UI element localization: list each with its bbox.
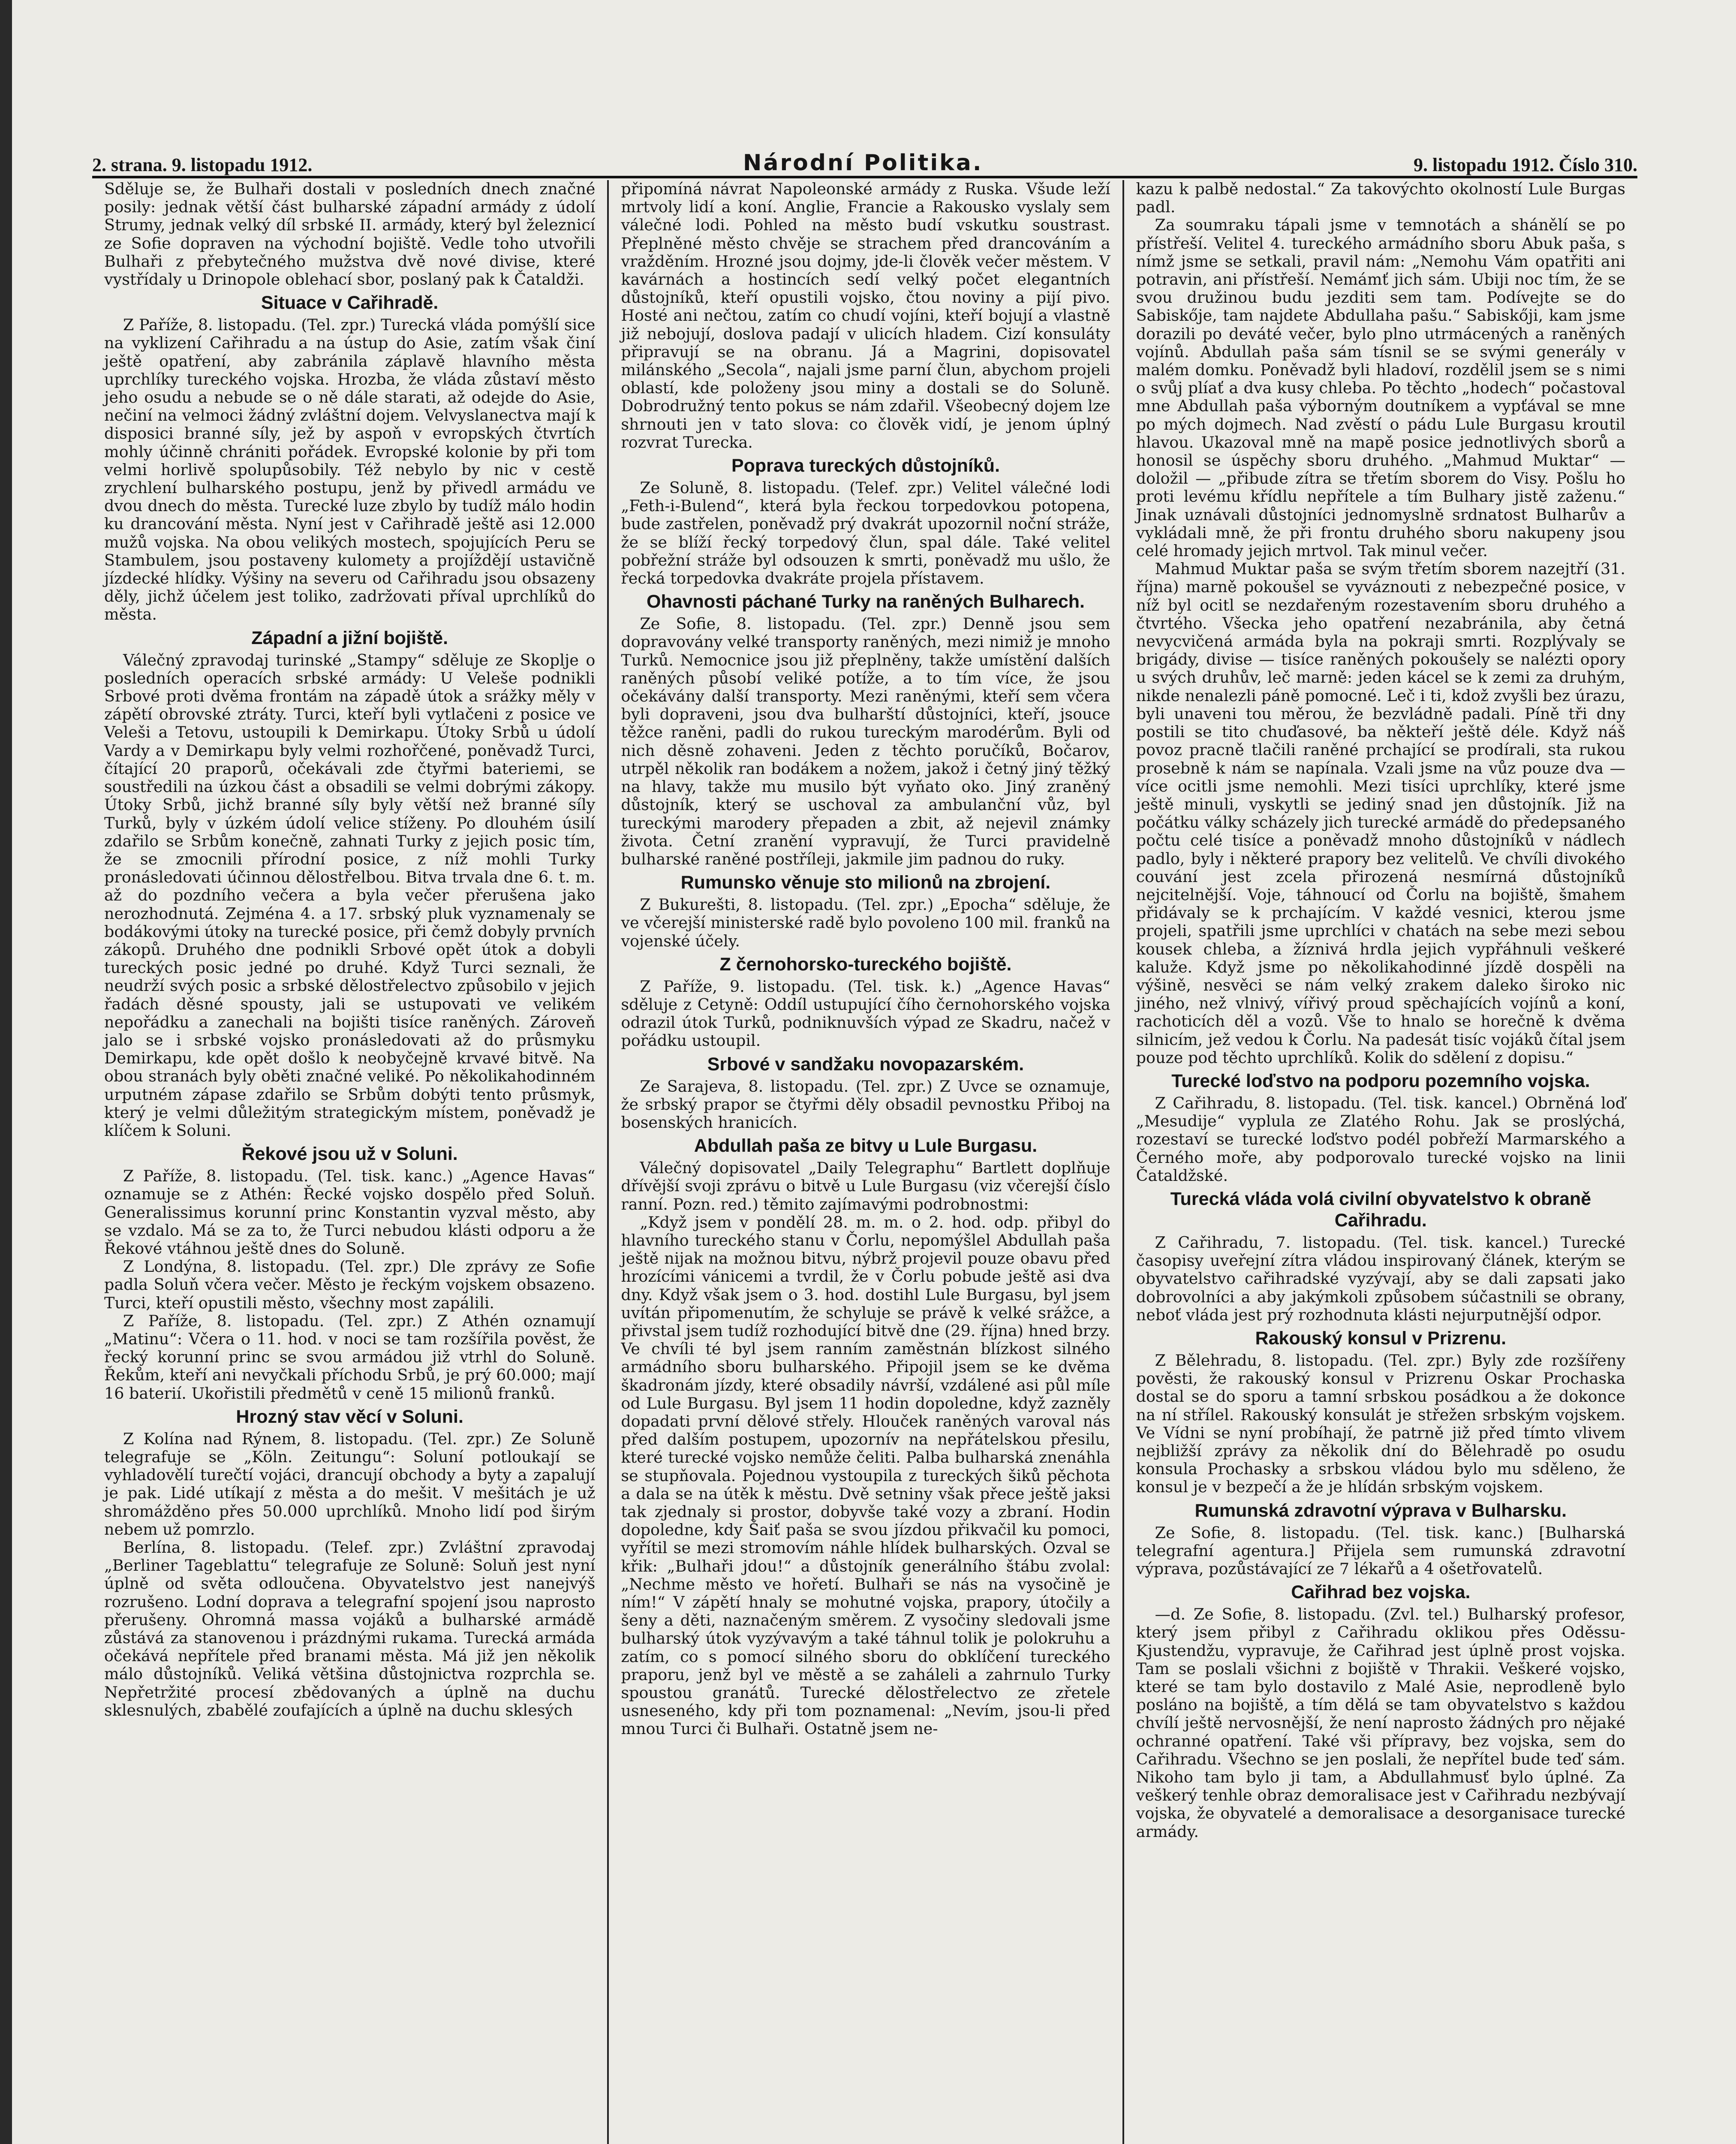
article-paragraph: Ze Soluně, 8. listopadu. (Telef. zpr.) Velitel válečné lodi „Feth-i-Bulend“, která byla řeckou torpedovkou potopena, bude zastřelen, poněvadž prý dvakrát upozornil noční stráže, že se blíží řecký torpedový člun, spal dále. Také velitel pobřežní stráže byl odsouzen k smrti, poněvadž mu ušlo, že řecká torpedovka dvakráte projela přístavem. xyxy=(621,479,1110,588)
article-paragraph: Z Paříže, 9. listopadu. (Tel. tisk. k.) „Agence Havas“ sděluje z Cetyně: Oddíl ustupující čího černohorského vojska odrazil útok Turků, podniknuvších výpad ze Skadru, načež v pořádku ustoupil. xyxy=(621,977,1110,1050)
article-paragraph: —d. Ze Sofie, 8. listopadu. (Zvl. tel.) Bulharský profesor, který jsem přibyl z Cařihradu oklikou přes Oděssu-Kjustendžu, vypravuje, že Cařihrad jest úplně prost vojska. Tam se poslali všichni z bojiště v Thrakii. Veškeré vojsko, které se tam bylo dostavilo z Malé Asie, neprodleně bylo posláno na bojiště, a tím dělá se tam obyvatelstvo s každou chvílí ještě nervosnější, že není naprosto žádných pro nějaké ochranné opatření. Také vši přípravy, bez vojska, sem do Cařihradu. Všechno se jen poslali, že nepřítel bude teď sám. Nikoho tam bylo ji tam, a Abdullahmusť bylo úplné. Za veškerý tenhle obraz demoralisace jest v Cařihradu nezbývají vojska, že obyvatelé a demoralisace a desorganisace turecké armády. xyxy=(1136,1605,1625,1841)
article-paragraph: Z Cařihradu, 8. listopadu. (Tel. tisk. kancel.) Obrněná loď „Mesudije“ vyplula ze Zlatého Rohu. Jak se proslýchá, rozestaví se turecké loďstvo podél pobřeží Marmarského a Černého moře, aby podporovalo turecké vojsko na linii Čataldžské. xyxy=(1136,1093,1625,1185)
article-headline: Rumunská zdravotní výprava v Bulharsku. xyxy=(1194,1500,1567,1521)
scan-border-left xyxy=(0,0,12,2144)
article-paragraph: Berlína, 8. listopadu. (Telef. zpr.) Zvláštní zpravodaj „Berliner Tageblattu“ telegrafuje ze Soluně: Soluň jest nyní úplně od světa odloučena. Obyvatelstvo jest nanejvýš rozrušeno. Lodní doprava a telegrafní spojení jsou naprosto přerušeny. Ohromná massa vojáků a bulharské armádě zůstává za stanovenou i prázdnými rukama. Turecká armáda očekává nepřítele před branami města. Má již jen několik málo důstojníků. Veliká většina důstojnictva rozprchla se. Nepřetržité procesí zbědovaných a úplně na duchu sklesnulých, zbabělé zoufajících a úplně na duchu sklesých xyxy=(104,1538,596,1719)
article-headline: Poprava tureckých důstojníků. xyxy=(731,455,1000,476)
article-paragraph: Sděluje se, že Bulhaři dostali v posledních dnech značné posily: jednak větší část bulharské západní armády z údolí Strumy, jednak velký díl srbské II. armády, který byl železnicí ze Sofie dopraven na východní bojiště. Vedle toho utvořili Bulhaři z přebytečného mužstva dvě nové divise, které vystřídaly u Drinopole oblehací sbor, poslaný pak k Čataldži. xyxy=(104,180,596,289)
article-paragraph: Mahmud Muktar paša se svým třetím sborem nazejtří (31. října) marně pokoušel se vyváznouti z nebezpečné posice, v níž byl ocitl se nezdařeným rozestavením sboru druhého a čtvrtého. Všecka jeho opatření nezabránila, aby četná nevycvičená armáda byla na pokraji smrti. Rozplývaly se brigády, divise — tisíce raněných pokoušely se nalézti opory u svých druhův, leč marně: jeden kácel se k zemi za druhým, nikde nenalezli páně pomocné. Leč i ti, kdož zvyšli bez úrazu, byli unaveni tou měrou, že bezvládně padali. Píně tři dny postili se tito chuďasové, ba někteří ještě déle. Když náš povoz pracně tlačili raněné prchající se prodírali, sta rukou prosebně k nám se napínala. Vzali jsme na vůz pouze dva — více ocitli jsme nemohli. Mezi tisíci uprchlíky, které jsme ještě minuli, vyskytli se jediný snad jen důstojník. Již na počátku války scházely jich turecké armádě do předepsaného počtu celé tisíce a poněvadž mnoho důstojníků v nádlech padlo, byly i některé prapory bez velitelů. Ve chvíli divokého couvání jest zcela přirozená nesmírná důstojníků nejcitelnější. Voje, táhnoucí od Čorlu na bojiště, šmahem přidávaly se k prchajícím. V každé vesnici, kterou jsme projeli, spatřili jsme uprchlíci v chatách na sebe mezi sebou kousek chleba, a žíznivá hrdla jejich vypřáhnuli veškeré kaluže. Když jsme po několikahodinné jízdě dospěli na výšině, nesvěci se nám velký zrakem daleko široko nic jiného, než vlnivý, vířivý proud spěchajících vojínů a koní, rachoticích děl a vozů. Vše to hnalo se horečně k dvěma silnicím, jež vedou k Čorlu. Na padesát tisíc vojáků čítal jsem pouze pod těchto uprchlíků. Kolik do sdělení z dopisu.“ xyxy=(1136,560,1625,1067)
article-headline: Situace v Cařihradě. xyxy=(261,292,439,313)
article-paragraph: Z Bělehradu, 8. listopadu. (Tel. zpr.) Byly zde rozšířeny pověsti, že rakouský konsul v Prizrenu Oskar Prochaska dostal se do sporu a tamní srbskou posádkou a že dokonce na ní střílel. Rakouský konsulát je střežen srbským vojskem. Ve Vídni se nyní probíhají, že patrně již před tímto vlivem nejbližší zprávy za několik dní do Bělehradě po osudu konsula Prochasky a srbskou vládou bylo mu sděleno, že konsul je v bezpečí a že je hlídán srbským vojskem. xyxy=(1136,1351,1625,1497)
article-headline: Srbové v sandžaku novopazarském. xyxy=(707,1054,1024,1075)
article-headline: Západní a jižní bojiště. xyxy=(251,627,448,648)
columns xyxy=(92,180,1637,2144)
header-left: 2. strana. 9. listopadu 1912. xyxy=(92,154,313,175)
article-headline: Ohavnosti páchané Turky na raněných Bulharech. xyxy=(647,591,1085,612)
article-paragraph: kazu k palbě nedostal.“ Za takovýchto okolností Lule Burgas padl. xyxy=(1136,180,1625,217)
article-headline: Rumunsko věnuje sto milionů na zbrojení. xyxy=(680,872,1051,893)
page-header xyxy=(92,142,1637,178)
article-paragraph: Z Kolína nad Rýnem, 8. listopadu. (Tel. zpr.) Ze Soluně telegrafuje se „Köln. Zeitungu“: Soluní potloukají se vyhladovělí turečtí vojáci, drancují obchody a byty a zapalují je pak. Lidé utíkají z města a do mešit. V mešitách je už shromážděno přes 50.000 uprchlíků. Mnoho lidí pod širým nebem už pomrzlo. xyxy=(104,1429,596,1539)
column-3 xyxy=(1122,180,1637,2144)
article-headline: Cařihrad bez vojska. xyxy=(1291,1582,1471,1603)
article-paragraph: Z Cařihradu, 7. listopadu. (Tel. tisk. kancel.) Turecké časopisy uveřejní zítra vládou inspirovaný článek, kterým se obyvatelstvo cařihradské vyzývají, aby se dali zapsati jako dobrovolníci a aby jakýmkoli způsobem súčastnili se obrany, neboť vláda jest prý rozhodnuta klásti nejurputnější odpor. xyxy=(1136,1233,1625,1324)
article-paragraph: Z Londýna, 8. listopadu. (Tel. zpr.) Dle zprávy ze Sofie padla Soluň včera večer. Město je řeckým vojskem obsazeno. Turci, kteří opustili město, všechny most zapálili. xyxy=(104,1257,596,1312)
masthead-title: Národní Politika. xyxy=(743,150,983,176)
article-paragraph: Válečný zpravodaj turinské „Stampy“ sděluje ze Skoplje o posledních operacích srbské armády: U Veleše podnikli Srbové proti dvěma frontám na západě útok a srážky měly v zápětí obrovské ztráty. Turci, kteří byli vytlačeni z posice ve Veleši a Tetovu, ustoupili k Demirkapu. Útoky Srbů u údolí Vardy a v Demirkapu byly velmi rozhořčené, poněvadž Turci, čítající 20 praporů, očekávali zde čtyřmi bateriemi, se soustředili na úzkou část a obsadili se velmi dobrými zákopy. Útoky Srbů, jichž branné síly byly větší než branné síly Turků, byly v úzkém údolí velice stíženy. Po dlouhém úsilí zdařilo se Srbům konečně, zahnati Turky z jejich posic tím, že se zmocnili přírodní posice, z níž mohli Turky pronásledovati účinnou dělostřelbou. Bitva trvala dne 6. t. m. až do pozdního večera a byla večer přerušena jako nerozhodnutá. Zejména 4. a 17. srbský pluk vyznamenaly se bodákovými útoky na turecké posice, při čemž dobyly prvních zákopů. Druhého dne podnikli Srbové opět útok a dobyli tureckých posic jedné po druhé. Když Turci seznali, že neudrží svých posic a srbské dělostřelectvo způsobilo v jejich řadách děsné spousty, jali se ustupovati ve velikém nepořádku a zanechali na bojišti tisíce raněných. Zároveň jalo se i srbské vojsko pronásledovati až do průsmyku Demirkapu, kde opět došlo k neobyčejně krvavé bitvě. Na obou stranách byly oběti značné veliké. Po několikahodinném urputném zápase zdařilo se Srbům dobýti tento průsmyk, který je velmi důležitým strategickým místem, poněvadž je klíčem k Soluni. xyxy=(104,650,596,1140)
article-headline: Rakouský konsul v Prizrenu. xyxy=(1255,1328,1507,1349)
article-headline: Abdullah paša ze bitvy u Lule Burgasu. xyxy=(694,1135,1038,1156)
article-paragraph: Ze Sarajeva, 8. listopadu. (Tel. zpr.) Z Uvce se oznamuje, že srbský prapor se čtyřmi děly obsadil pevnostku Přiboj na bosenských hranicích. xyxy=(621,1077,1110,1132)
article-headline: Turecké loďstvo na podporu pozemního vojska. xyxy=(1171,1070,1590,1091)
column-1 xyxy=(92,180,607,2144)
article-paragraph: Z Paříže, 8. listopadu. (Tel. zpr.) Z Athén oznamují „Matinu“: Včera o 11. hod. v noci se tam rozšířila pověst, že řecký korunní princ se svou armádou již vtrhl do Soluně. Řekům, kteří ani nevyčkali příchodu Srbů, je prý 60.000; mají 16 baterií. Ukořistili předmětů v ceně 15 milionů franků. xyxy=(104,1311,596,1403)
article-headline: Řekové jsou už v Soluni. xyxy=(241,1144,458,1165)
article-paragraph: Z Paříže, 8. listopadu. (Tel. tisk. kanc.) „Agence Havas“ oznamuje se z Athén: Řecké vojsko dospělo před Soluň. Generalissimus korunní princ Konstantin vyzval město, aby se vzdalo. Má se za to, že Turci nebudou klásti odporu a že Řekové vtáhnou ještě dnes do Soluně. xyxy=(104,1167,596,1258)
article-paragraph: Ze Sofie, 8. listopadu. (Tel. zpr.) Denně jsou sem dopravovány velké transporty raněných, mezi nimiž je mnoho Turků. Nemocnice jsou již přeplněny, takže umístění dalších raněných působí veliké potíže, a to tím více, že jsou očekávány další transporty. Mezi raněnými, kteří sem včera byli dopraveni, jsou dva bulharští důstojníci, kteří, jsouce těžce raněni, padli do rukou tureckým marodérům. Byli od nich děsně zohaveni. Jeden z těchto poručíků, Bočarov, utrpěl několik ran bodákem a nožem, jakož i četný jiný těžký na hlavy, takže mu musilo být vyňato oko. Jiný zraněný důstojník, který se uschoval za ambulanční vůz, byl tureckými marodery přepaden a zbit, až nejevil známky života. Četní zranění vypravují, že Turci pravidelně bulharské raněné postříleji, jakmile jim padnou do ruky. xyxy=(621,614,1110,868)
article-paragraph: Z Paříže, 8. listopadu. (Tel. zpr.) Turecká vláda pomýšlí sice na vyklizení Cařihradu a na ústup do Asie, zatím však činí ještě opatření, aby zabránila záplavě hlavního města uprchlíky tureckého vojska. Hrozba, že vláda zůstaví město jeho osudu a nebude se o ně dále starati, až odejde do Asie, nečiní na velmoci žádný zvláštní dojem. Velvyslanectva mají k disposici branné síly, jež by aspoň v evropských čtvrtích mohly účinně chrániti pořádek. Evropské kolonie by při tom velmi horlivě spolupůsobily. Též nebylo by nic v cestě zrychlení bulharského postupu, jenž by přivedl armádu ve dvou dnech do města. Turecké luze zbylo by tudíž málo hodin ku drancování města. Nyní jest v Cařihradě ještě asi 12.000 mužů vojska. Na obou velikých mostech, spojujících Peru se Stambulem, jsou postaveny kulomety a projíždějí ustavičně jízdecké hlídky. Výšiny na severu od Cařihradu jsou obsazeny děly, jichž účelem jest toliko, zadržovati příval uprchlíků do města. xyxy=(104,316,596,624)
article-paragraph: připomíná návrat Napoleonské armády z Ruska. Všude leží mrtvoly lidí a koní. Anglie, Francie a Rakousko vyslaly sem válečné lodi. Pohled na město budí vskutku soustrast. Přeplněné město chvěje se strachem před drancováním a vražděním. Hrozné jsou dojmy, jde-li člověk večer městem. V kavárnách a hostincích sedí velký počet elegantních důstojníků, kteří opustili vojsko, čtou noviny a pijí pivo. Hosté ani nečtou, zatím co chudí vojíni, kteří bojují a vlastně již nebojují, doslova padají v ulicích hladem. Cizí konsuláty připravují se na obranu. Já a Magrini, dopisovatel milánského „Secola“, najali jsme parní člun, abychom projeli oblastí, kde položeny jsou miny a dostali se do Soluně. Dobrodružný tento pokus se nám zdařil. Všeobecný dojem lze shrnouti jen v tato slova: co člověk vidí, je jenom úplný rozvrat Turecka. xyxy=(621,180,1110,452)
article-paragraph: Z Bukurešti, 8. listopadu. (Tel. zpr.) „Epocha“ sděluje, že ve včerejší ministerské radě bylo povoleno 100 mil. franků na vojenské účely. xyxy=(621,895,1110,950)
article-paragraph: Válečný dopisovatel „Daily Telegraphu“ Bartlett doplňuje dřívější svoji zprávu o bitvě u Lule Burgasu (viz včerejší číslo ranní. Pozn. red.) těmito zajímavými podrobnostmi: xyxy=(621,1159,1110,1214)
header-right: 9. listopadu 1912. Číslo 310. xyxy=(1414,154,1637,175)
column-2 xyxy=(607,180,1122,2144)
article-headline: Hrozný stav věcí v Soluni. xyxy=(236,1406,463,1427)
article-paragraph: Za soumraku tápali jsme v temnotách a shánělí se po přístřeší. Velitel 4. tureckého armádního sboru Abuk paša, s nímž jsme se setkali, pravil nám: „Nemohu Vám opatřiti ani potravin, ani přístřeší. Nemámť jich sám. Ubiji noc tím, že se svou družinou budu jezditi sem tam. Podívejte se do Sabiskője, tam najdete Abdullaha pašu.“ Sabiskőji, kam jsme dorazili po deváté večer, bylo plno utrmácených a raněných vojínů. Abdullah paša sám tísnil se se svými generály v malém domku. Poněvadž byli hladoví, rozdělil jsem se s nimi o svůj plíať a dva kusy chleba. Po těchto „hodech“ počastoval mne Abdullah paša výborným doutníkem a vypťával se mne po mých dojmech. Nad zvěstí o pádu Lule Burgasu kroutil hlavou. Ukazoval mně na mapě posice jednotlivých sborů a honosil se úspěchy sboru druhého. „Mahmud Muktar“ — doložil — „přibude zítra se třetím sborem do Visy. Pošlu ho proti levému křídlu nepřítele a tím Bulhary jistě zaženu.“ Jinak uznávali důstojníci jednomyslně srdnatost Bulharův a vykládali mně, že při frontu druhého sboru nakupeny jsou celé hromady jejich mrtvol. Tak minul večer. xyxy=(1136,216,1625,560)
article-headline: Z černohorsko-tureckého bojiště. xyxy=(719,954,1012,975)
article-paragraph: „Když jsem v pondělí 28. m. m. o 2. hod. odp. přibyl do hlavního tureckého stanu v Čorlu, nepomýšlel Abdullah paša ještě nijak na možnou bitvu, nýbrž projevil pouze obavu před hrozícími vánicemi a tvrdil, že v Čorlu pobude ještě asi dva dny. Když však jsem o 3. hod. dostihl Lule Burgasu, byl jsem uvítán připomenutím, že schyluje se právě k velké srážce, a přivstal jsem tudíž rozhodující bitvě dne (29. října) hned brzy. Ve chvíli té byl jsem ranním zaměstnán blízkost silného armádního sboru bulharského. Připojil jsem se ke dvěma škadronám jízdy, které obsadily návrší, vzdálené asi půl míle od Lule Burgasu. Byl jsem 11 hodin dopoledne, když zazněly dopadati první dělové střely. Hlouček raněných varoval nás před dalším postupem, upozornív na nepřátelskou přesilu, které turecké vojsko nemůže čeliti. Palba bulharská znenáhla se stupňovala. Pojednou vystoupila z tureckých šiků pěchota a dala se na útěk k městu. Dvě setniny však přece ještě jaksi tak zjednaly si prostor, dobyvše také vozy a zbraní. Hodin dopoledne, kdy Šaiť paša se svou jízdou přikvačil ku pomoci, vyřítil se mezi stromovím náhle hlídek bulharských. Ozval se křik: „Bulhaři jdou!“ a důstojník generálního štábu zvolal: „Nechme město ve hořetí. Bulhaři se nás na vysočině je ním!“ V zápětí hnaly se mohutné vojska, prapory, útočily a šeny a děti, naznačeným směrem. Z vysočiny sledovali jsme bulharský útok vyzývavým a také táhnul tolik je polokruhu a zatím, co s pomocí silného sboru do obklíčení tureckého praporu, jenž byl ve městě a se zaháleli a zahrnulo Turky spoustou granátů. Turecké dělostřelectvo ze zřetele usneseného, kdy při tom poznamenal: „Nevím, jsou-li před mnou Turci či Bulhaři. Ostatně jsem ne- xyxy=(621,1213,1110,1738)
article-paragraph: Ze Sofie, 8. listopadu. (Tel. tisk. kanc.) [Bulharská telegrafní agentura.] Přijela sem rumunská zdravotní výprava, pozůstávající ze 7 lékařů a 4 ošetřovatelů. xyxy=(1136,1523,1625,1578)
article-headline: Turecká vláda volá civilní obyvatelstvo k obraně Cařihradu. xyxy=(1170,1188,1592,1231)
